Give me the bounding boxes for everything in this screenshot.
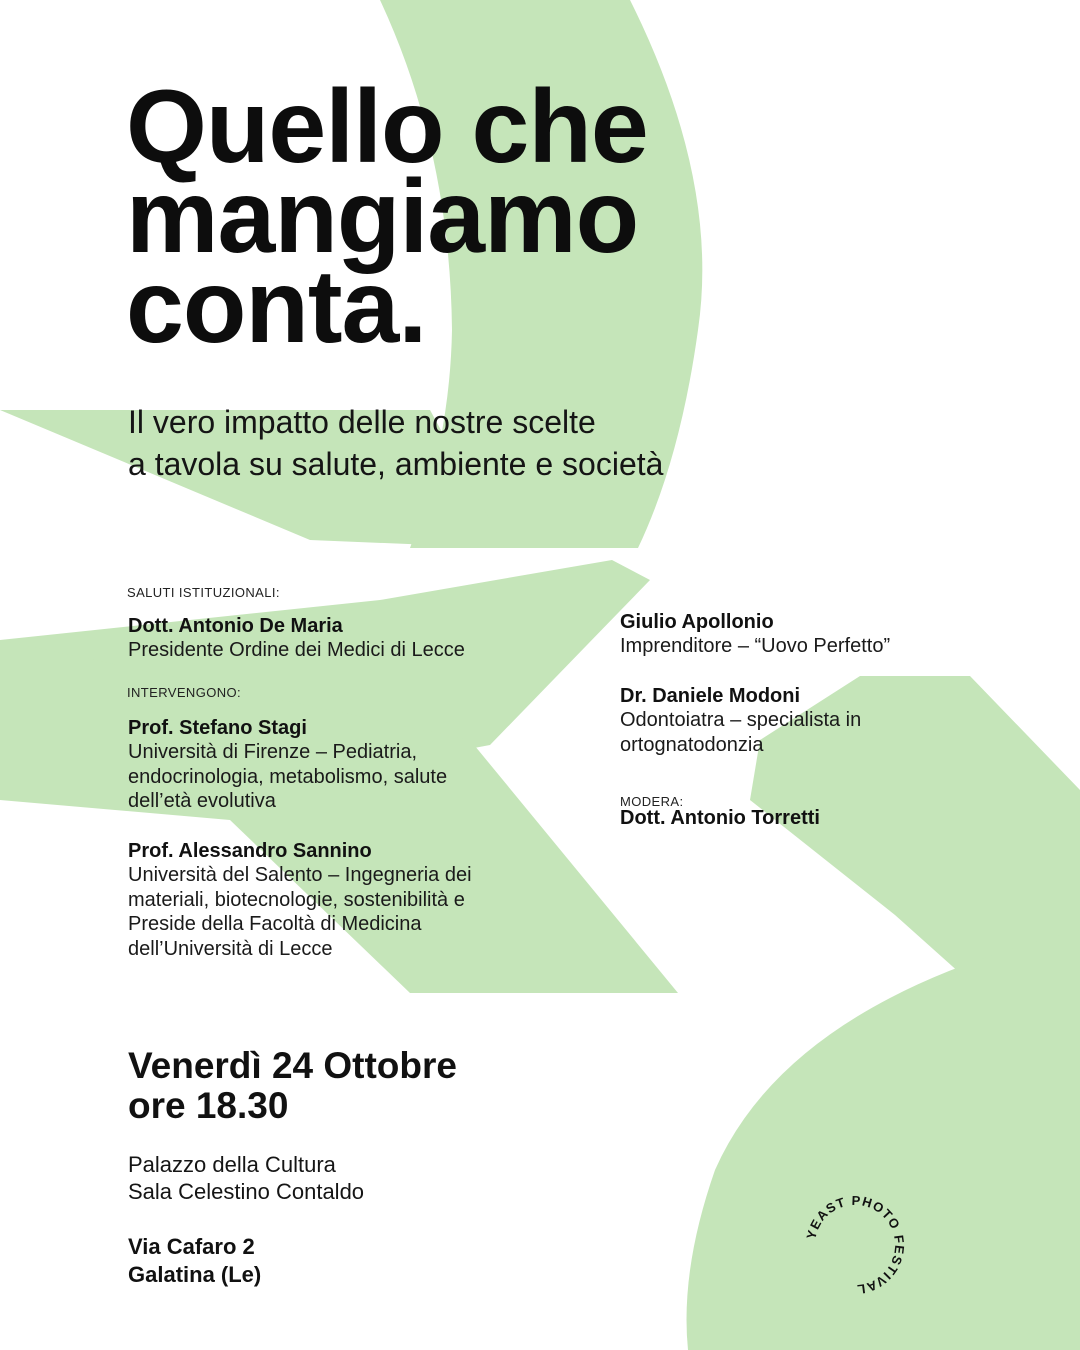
speaker-role-line: Preside della Facoltà di Medicina <box>128 913 422 935</box>
address-line: Via Cafaro 2 <box>128 1234 255 1259</box>
speaker-block-apollonio <box>620 610 890 659</box>
speaker-block-stagi <box>128 716 447 814</box>
speaker-block-sannino <box>128 839 472 961</box>
subtitle-line: a tavola su salute, ambiente e società <box>128 446 664 482</box>
speaker-role-line: ortognatodonzia <box>620 733 764 756</box>
event-venue <box>128 1151 364 1205</box>
speaker-role-line: Odontoiatra – specialista in <box>620 709 862 731</box>
speaker-name: Prof. Stefano Stagi <box>128 717 307 739</box>
speaker-name: Dott. Antonio De Maria <box>128 615 343 637</box>
speaker-name: Prof. Alessandro Sannino <box>128 840 372 862</box>
venue-line: Sala Celestino Contaldo <box>128 1179 365 1204</box>
speakers-label: INTERVENGONO: <box>127 685 242 700</box>
title-line: Quello che <box>126 69 648 185</box>
subtitle-line: Il vero impatto delle nostre scelte <box>128 404 596 440</box>
venue-line: Palazzo della Cultura <box>128 1152 336 1177</box>
speaker-role-line: Presidente Ordine dei Medici di Lecce <box>128 639 465 661</box>
speaker-role-line: Imprenditore – “Uovo Perfetto” <box>620 635 891 657</box>
event-date <box>128 1046 457 1126</box>
speaker-role-line: Università del Salento – Ingegneria dei <box>128 864 472 886</box>
speaker-role <box>620 708 861 757</box>
speaker-block-de-maria <box>128 614 465 663</box>
title-line: conta. <box>126 249 427 365</box>
speaker-role <box>128 638 465 663</box>
speaker-role-line: dell’Università di Lecce <box>128 937 333 960</box>
title-line: mangiamo <box>126 159 639 275</box>
speaker-role-line: endocrinologia, metabolismo, salute <box>128 765 448 788</box>
event-date-line: Venerdì 24 Ottobre <box>128 1045 457 1086</box>
greetings-label: SALUTI ISTITUZIONALI: <box>127 585 280 600</box>
speaker-name: Dr. Daniele Modoni <box>620 685 801 707</box>
moderator-label: MODERA: <box>620 794 684 809</box>
speaker-name: Giulio Apollonio <box>620 611 774 633</box>
speaker-block-modoni <box>620 684 861 757</box>
event-time-line: ore 18.30 <box>128 1085 289 1126</box>
page-title <box>126 69 648 365</box>
page-subtitle <box>128 401 663 485</box>
speaker-role-line: dell’età evolutiva <box>128 790 276 812</box>
svg-text:YEAST PHOTO FESTIVAL <box>803 1193 907 1297</box>
moderator-name: Dott. Antonio Torretti <box>620 807 820 829</box>
logo-text: YEAST PHOTO FESTIVAL <box>803 1192 908 1298</box>
speaker-role-line: materiali, biotecnologie, sostenibilità e <box>128 888 465 911</box>
speaker-role <box>128 863 472 961</box>
address-line: Galatina (Le) <box>128 1262 262 1287</box>
event-address <box>128 1233 261 1289</box>
speaker-role <box>620 634 890 659</box>
speaker-role-line: Università di Firenze – Pediatria, <box>128 741 418 763</box>
festival-logo <box>800 1190 910 1300</box>
speaker-role <box>128 740 447 814</box>
